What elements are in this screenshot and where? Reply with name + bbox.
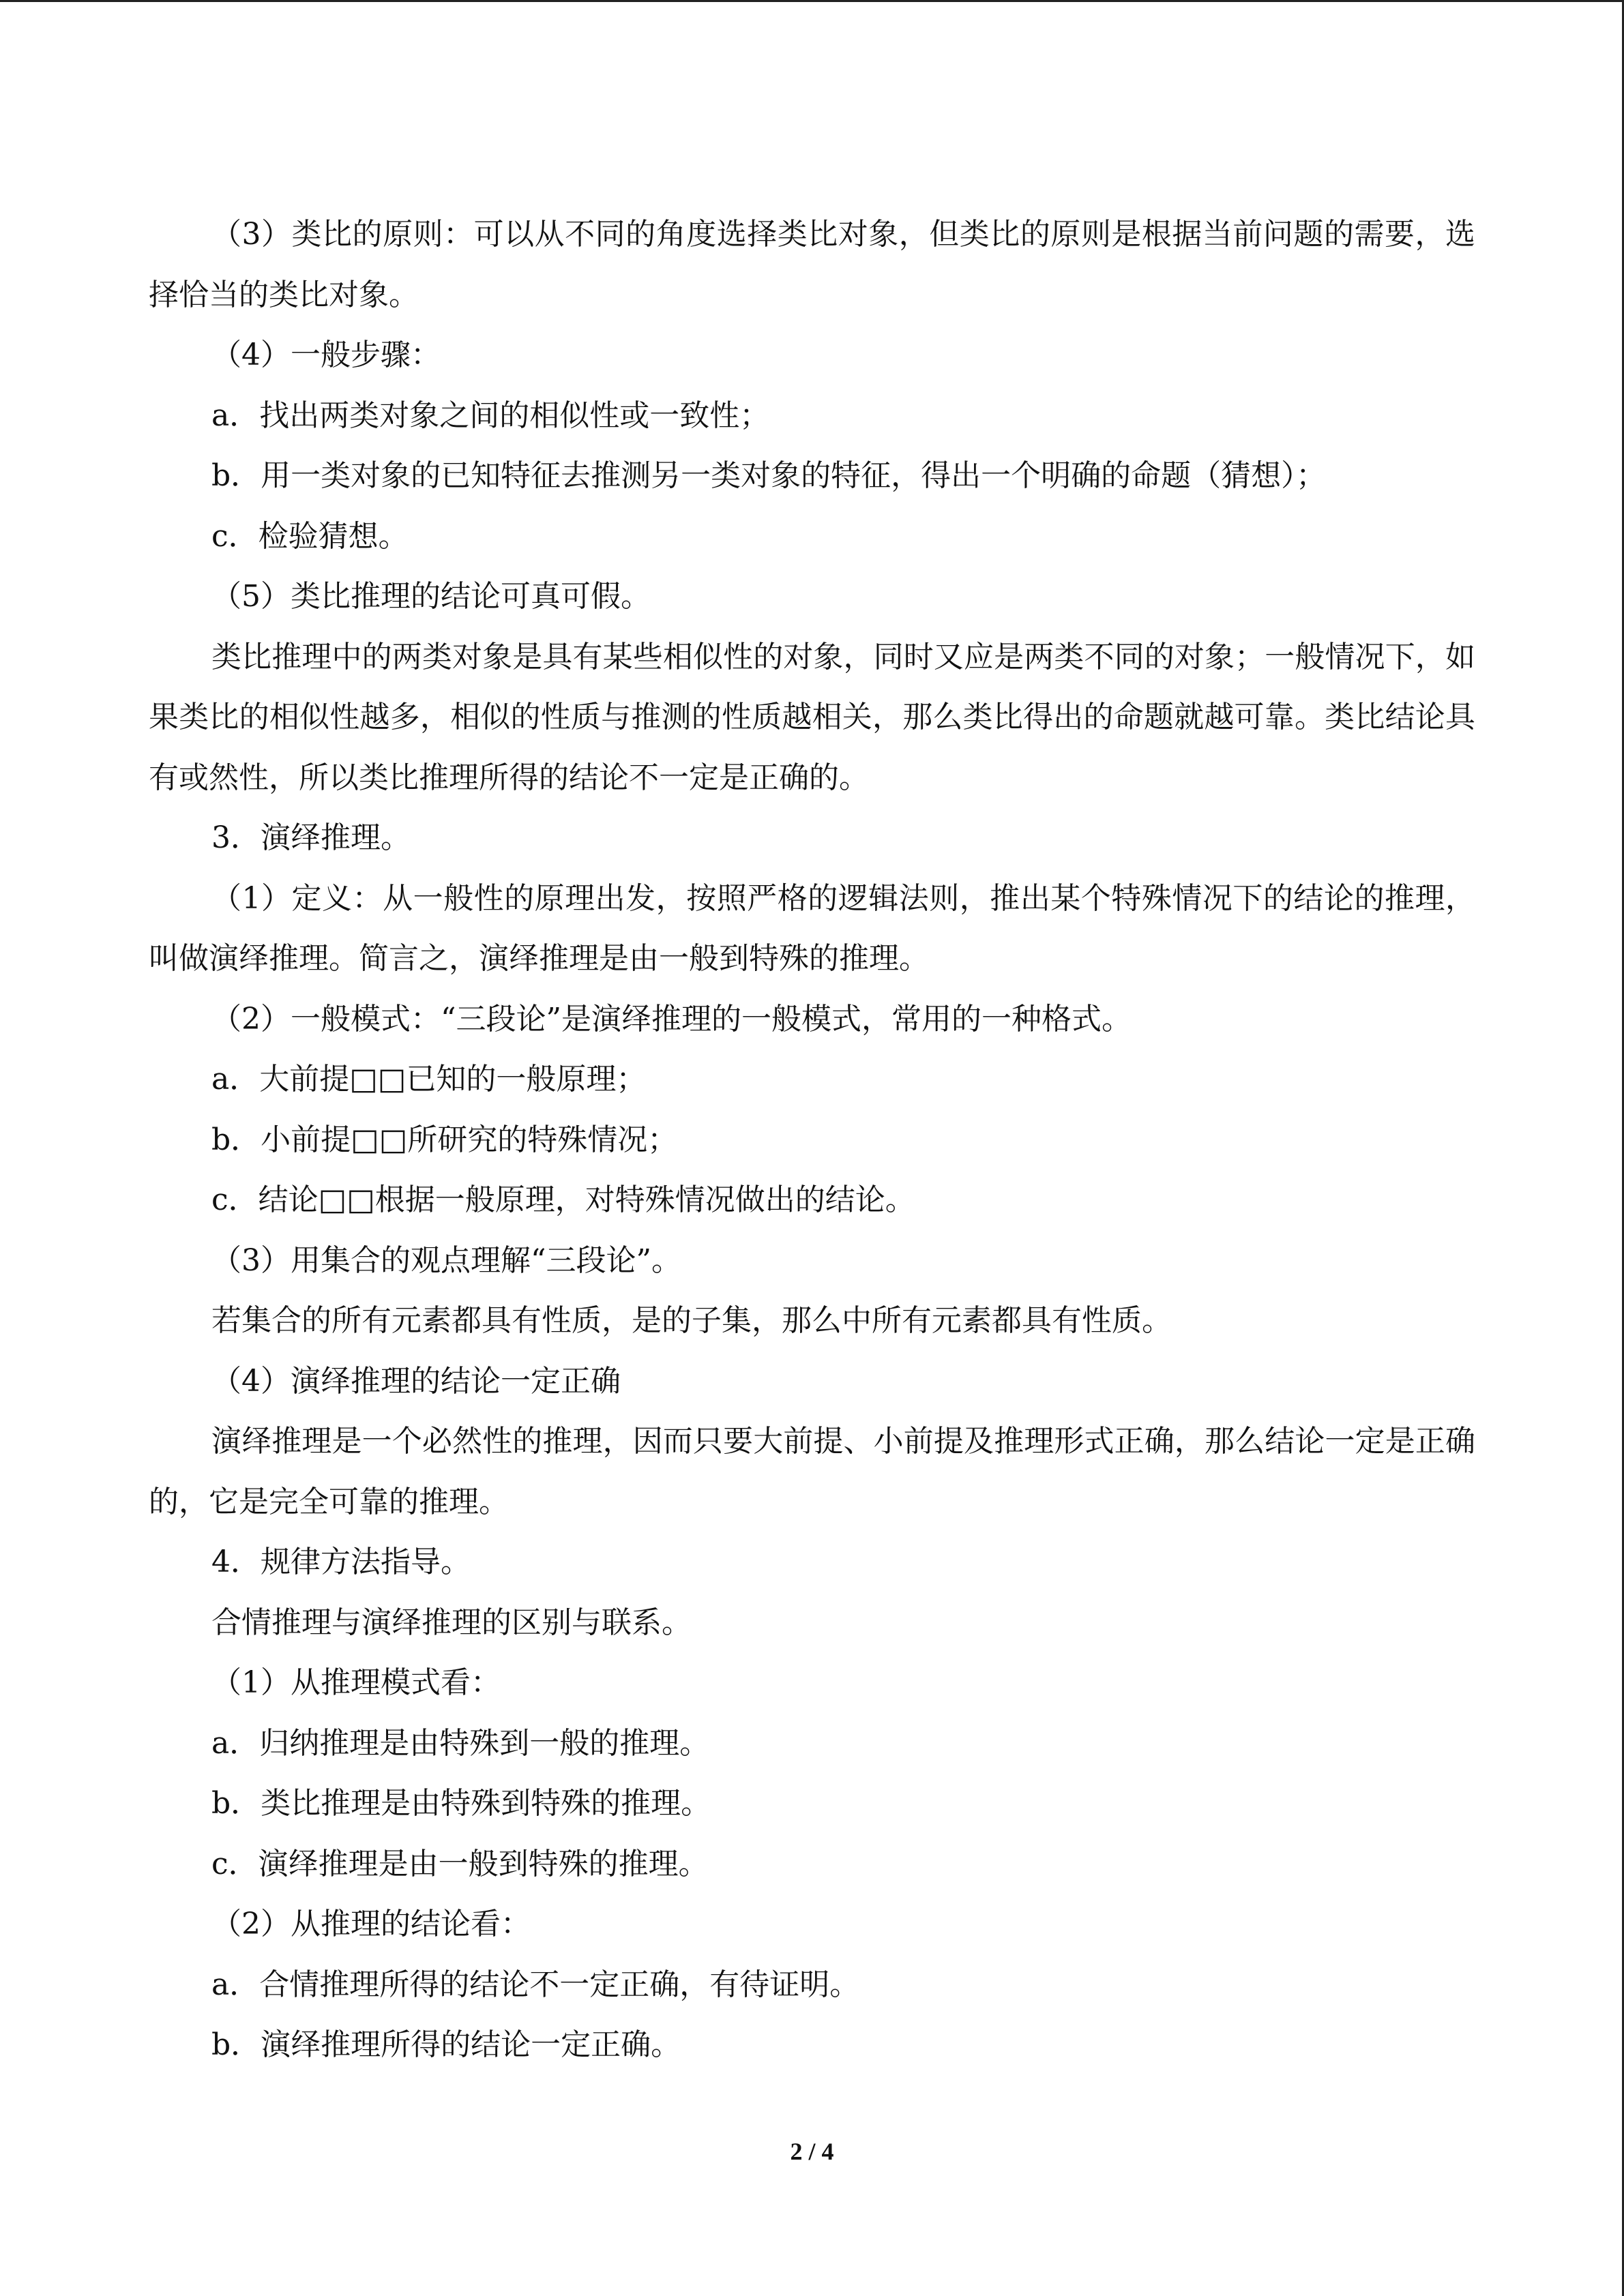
list-item-step-b: b．用一类对象的已知特征去推测另一类对象的特征，得出一个明确的命题（猜想）； <box>211 458 1327 493</box>
document-body <box>149 205 1475 2076</box>
list-item-deductive-conclusion: b．演绎推理所得的结论一定正确。 <box>211 2027 681 2062</box>
paragraph-analogy-explanation: 类比推理中的两类对象是具有某些相似性的对象，同时又应是两类不同的对象；一般情况下，如果类比的相似性越多，相似的性质与推测的性质越相关，那么类比得出的命题就越可靠。类比结论具有或然性，所以类比推理所得的结论不一定是正确的。 <box>149 639 1475 795</box>
list-item-plausible-conclusion: a．合情推理所得的结论不一定正确，有待证明。 <box>211 1967 860 2002</box>
paragraph-difference-relation: 合情推理与演绎推理的区别与联系。 <box>211 1605 692 1640</box>
paragraph-from-pattern: （1）从推理模式看： <box>211 1665 501 1700</box>
paragraph-deductive-definition: （1）定义：从一般性的原理出发，按照严格的逻辑法则，推出某个特殊情况下的结论的推理，叫做演绎推理。简言之，演绎推理是由一般到特殊的推理。 <box>149 880 1475 976</box>
list-item-conclusion: c．结论□□根据一般原理，对特殊情况做出的结论。 <box>211 1182 915 1217</box>
section-heading-method-guide: 4．规律方法指导。 <box>211 1545 471 1579</box>
paragraph-analogy-principle: （3）类比的原则：可以从不同的角度选择类比对象，但类比的原则是根据当前问题的需要，选择恰当的类比对象。 <box>149 217 1475 312</box>
paragraph-set-statement: 若集合的所有元素都具有性质，是的子集，那么中所有元素都具有性质。 <box>211 1303 1172 1338</box>
list-item-inductive: a．归纳推理是由特殊到一般的推理。 <box>211 1725 710 1761</box>
list-item-major-premise: a．大前提□□已知的一般原理； <box>211 1062 647 1097</box>
paragraph-set-viewpoint: （3）用集合的观点理解“三段论”。 <box>211 1242 681 1278</box>
list-item-deductive: c．演绎推理是由一般到特殊的推理。 <box>211 1846 709 1881</box>
paragraph-deductive-explanation: 演绎推理是一个必然性的推理，因而只要大前提、小前提及推理形式正确，那么结论一定是正确的，它是完全可靠的推理。 <box>149 1424 1475 1519</box>
section-heading-deductive: 3．演绎推理。 <box>211 820 411 855</box>
paragraph-from-conclusion: （2）从推理的结论看： <box>211 1907 531 1941</box>
paragraph-deductive-correct: （4）演绎推理的结论一定正确 <box>211 1363 621 1399</box>
top-border-line <box>0 0 1624 2</box>
paragraph-general-steps: （4）一般步骤： <box>211 338 441 372</box>
list-item-analogical: b．类比推理是由特殊到特殊的推理。 <box>211 1786 711 1821</box>
list-item-minor-premise: b．小前提□□所研究的特殊情况； <box>211 1122 678 1157</box>
page-number: 2 / 4 <box>790 2138 834 2165</box>
list-item-step-a: a．找出两类对象之间的相似性或一致性； <box>211 398 770 433</box>
paragraph-general-pattern: （2）一般模式：“三段论”是演绎推理的一般模式，常用的一种格式。 <box>211 1001 1132 1037</box>
list-item-step-c: c．检验猜想。 <box>211 518 409 554</box>
paragraph-analogy-conclusion: （5）类比推理的结论可真可假。 <box>211 579 651 614</box>
